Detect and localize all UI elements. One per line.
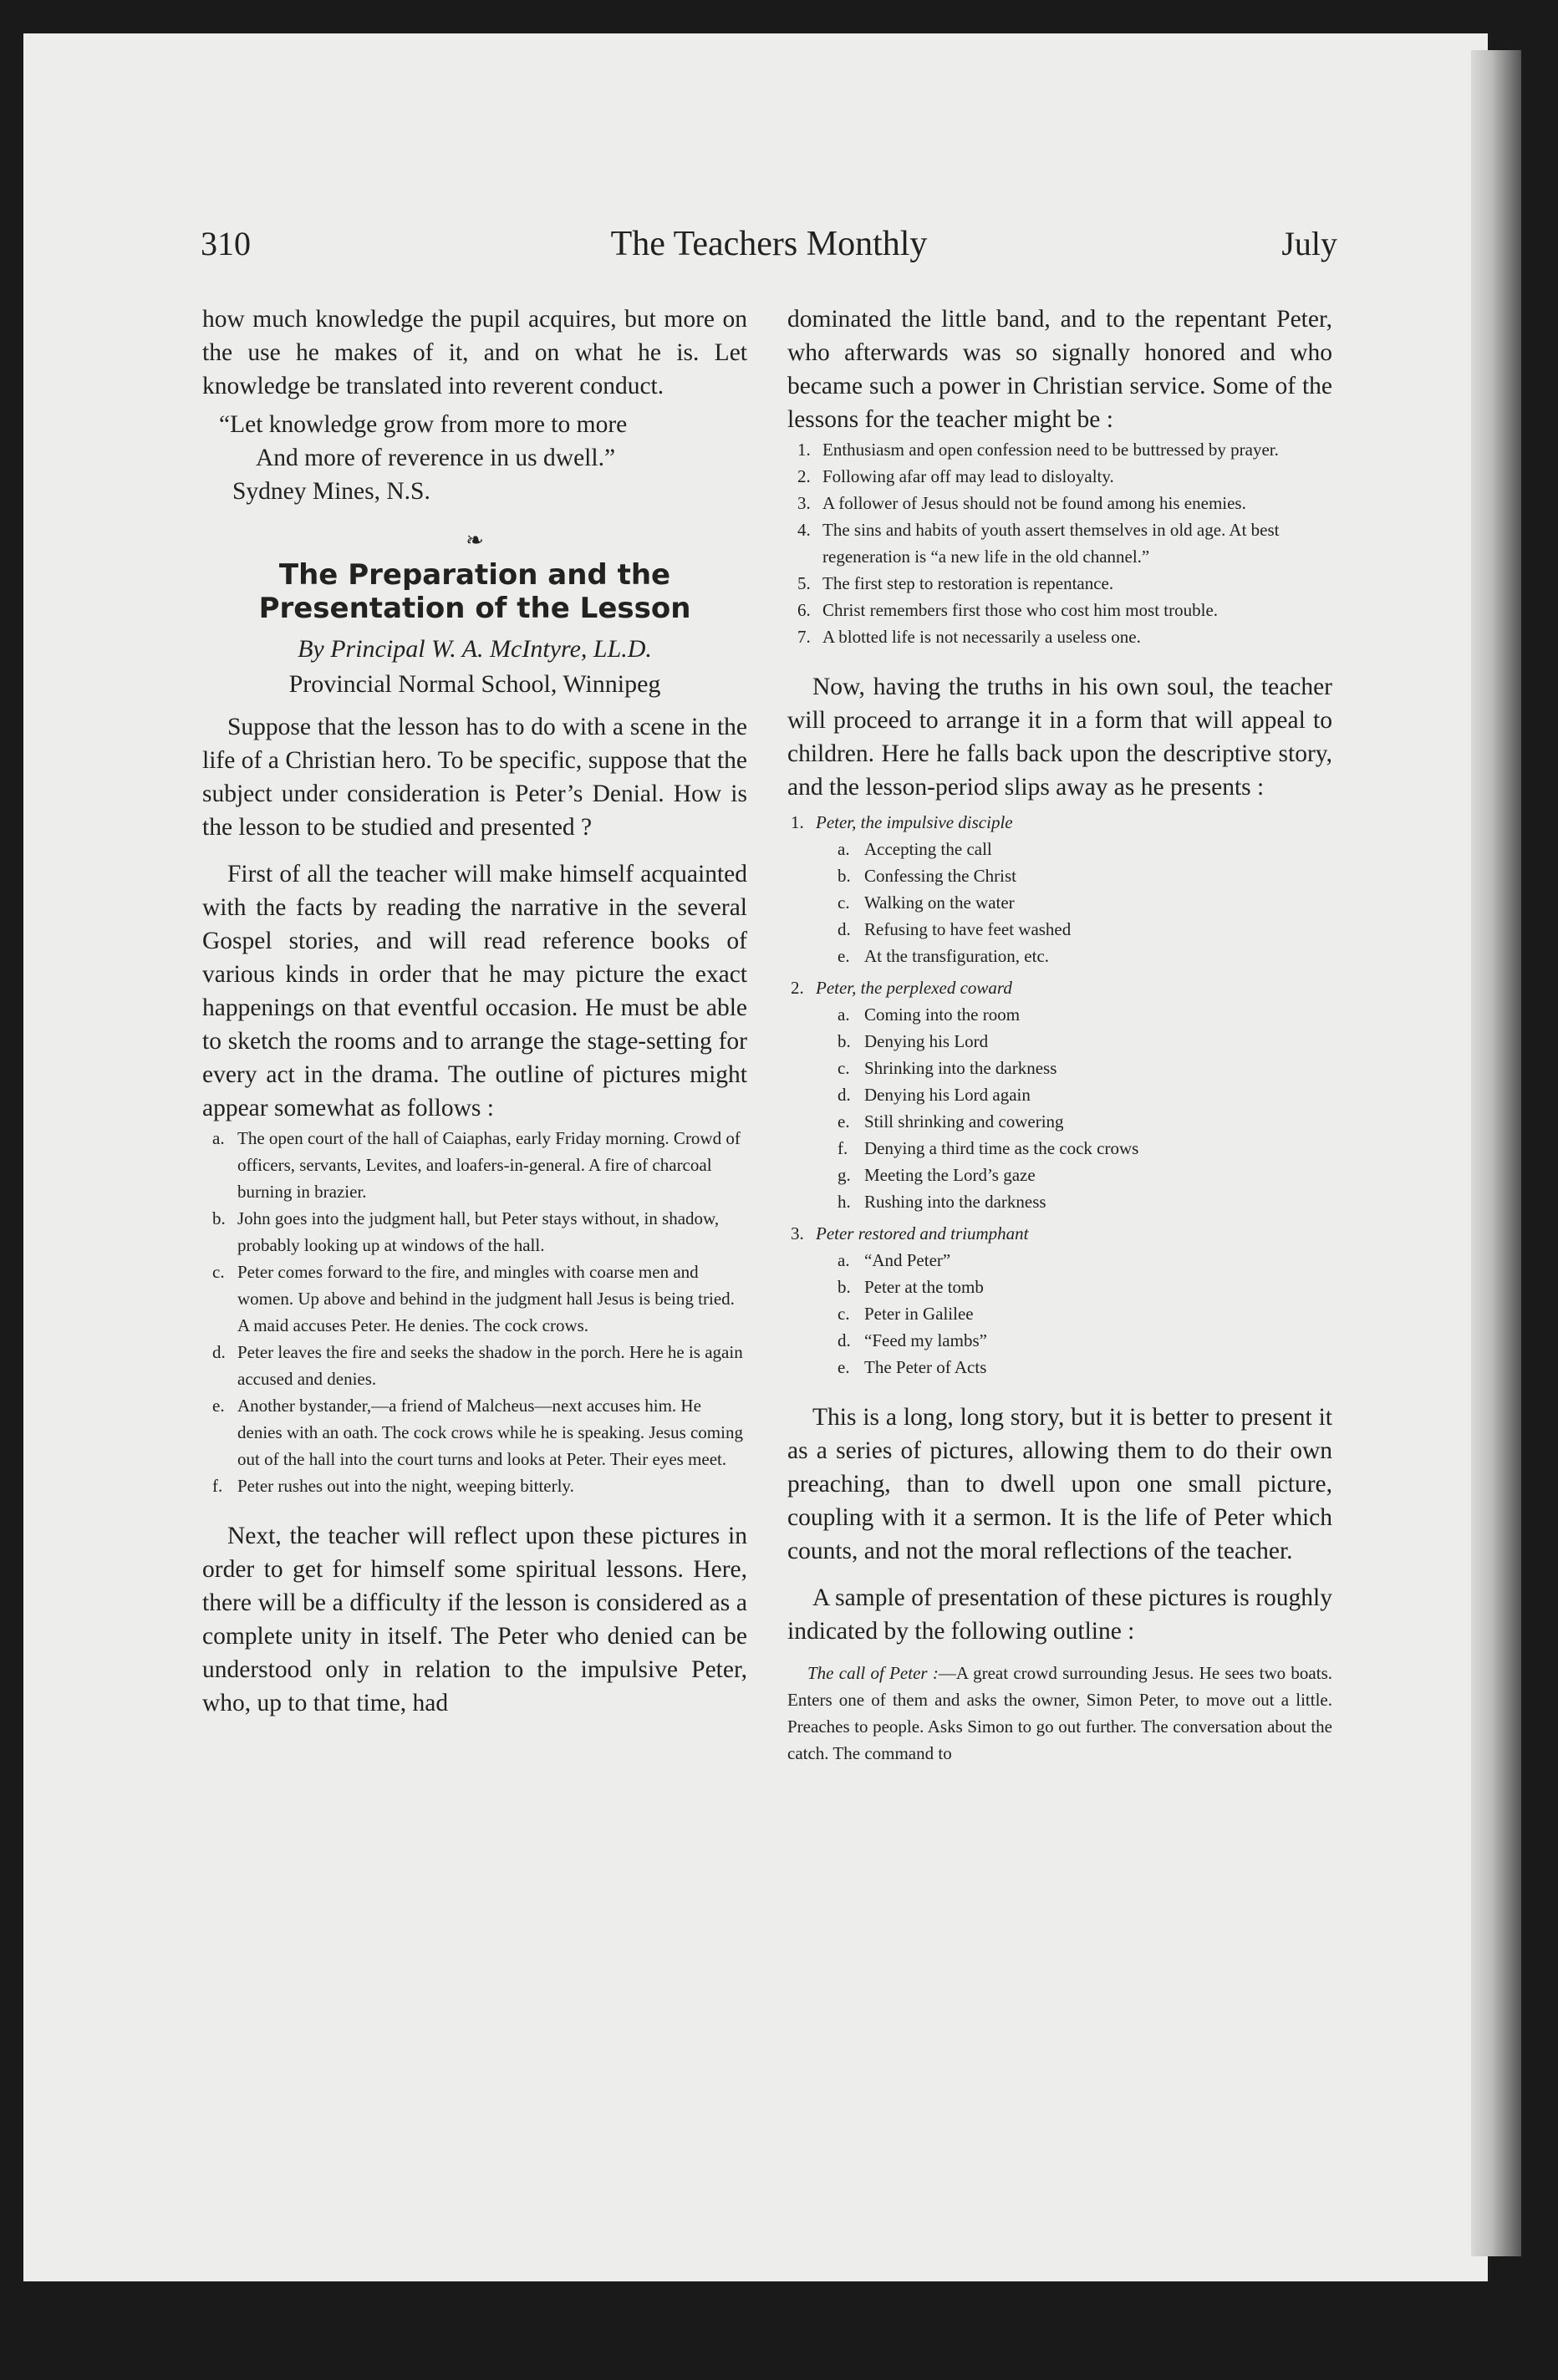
sample-text: —A great crowd surrounding Jesus. He sees two boats. Enters one of them and asks the owner, Simon Peter, to move out a little. Preaches to people. Asks Simon to go out further. The conversation about the catch. The command to: [787, 1663, 1333, 1763]
running-title: The Teachers Monthly: [610, 225, 928, 263]
byline: By Principal W. A. McIntyre, LL.D.: [298, 635, 652, 663]
body-paragraph: First of all the teacher will make himself acquainted with the facts by reading the narrative in the several Gospel stories, and will read reference books of various kinds in order that he may picture the exact happenings on that eventful occasion. He must be able to sketch the rooms and to arrange the stage-setting for every act in the drama. The outline of pictures might appear somewhat as follows :: [202, 861, 747, 1121]
outline-section: [787, 809, 1332, 969]
body-paragraph: Now, having the truths in his own soul, the teacher will proceed to arrange it in a form that will appeal to children. Here he falls back upon the descriptive story, and the lesson-period slips away as he presents :: [787, 674, 1332, 801]
list-item: c. Peter comes forward to the fire, and mingles with coarse men and women. Up above and behind in the judgment hall Jesus is being tried. A maid accuses Peter. He denies. The cock crows.: [212, 1262, 735, 1335]
page-number: 310: [201, 225, 251, 262]
outline-item: c. Walking on the water: [838, 892, 1015, 913]
outline-item: d. Denying his Lord again: [838, 1085, 1031, 1105]
author-affiliation: Provincial Normal School, Winnipeg: [288, 670, 661, 698]
outline-item: h. Rushing into the darkness: [838, 1192, 1046, 1212]
body-paragraph: Suppose that the lesson has to do with a scene in the life of a Christian hero. To be specific, suppose that the subject under consideration is Peter’s Denial. How is the lesson to be studied and presented ?: [202, 714, 747, 841]
list-item: f. Peter rushes out into the night, weeping bitterly.: [212, 1476, 574, 1496]
outline-item: a. “And Peter”: [838, 1250, 951, 1270]
body-paragraph: This is a long, long story, but it is better to present it as a series of pictures, allowing them to do their own preaching, than to dwell upon one small picture, coupling with it a sermon. It is the life of Peter which counts, and not the moral reflections of the teacher.: [787, 1404, 1332, 1564]
right-column: [787, 303, 1332, 1767]
sample-lead: The call of Peter :: [807, 1663, 939, 1683]
verse-line: “Let knowledge grow from more to more: [219, 411, 628, 438]
outline-section: [787, 1220, 1332, 1381]
verse-quote: [202, 408, 747, 475]
list-item: 2. Following afar off may lead to disloyalty.: [797, 466, 1114, 486]
outline-item: b. Denying his Lord: [838, 1031, 989, 1051]
continued-paragraph: how much knowledge the pupil acquires, but more on the use he makes of it, and on what he is. Let knowledge be translated into reverent conduct.: [202, 306, 747, 399]
list-item: 3. A follower of Jesus should not be found among his enemies.: [797, 493, 1246, 513]
signoff: Sydney Mines, N.S.: [232, 478, 430, 505]
book-spine-edge: [1471, 50, 1521, 2256]
list-item: 5. The first step to restoration is repentance.: [797, 573, 1114, 593]
list-item: e. Another bystander,—a friend of Malcheus—next accuses him. He denies with an oath. The cock crows while he is speaking. Jesus coming out of the hall into the court turns and looks at Peter. Their eyes meet.: [212, 1396, 743, 1469]
outline-item: g. Meeting the Lord’s gaze: [838, 1165, 1036, 1185]
outline-item: c. Shrinking into the darkness: [838, 1058, 1057, 1078]
pictures-list: [202, 1125, 747, 1499]
lessons-list: [787, 436, 1332, 650]
outline-item: e. The Peter of Acts: [838, 1357, 987, 1377]
running-header: [201, 224, 1337, 282]
ornament-icon: ❧: [466, 528, 484, 552]
list-item: 1. Enthusiasm and open confession need to be buttressed by prayer.: [797, 440, 1279, 460]
list-item: b. John goes into the judgment hall, but Peter stays without, in shadow, probably looking up at windows of the hall.: [212, 1208, 720, 1255]
outline-item: a. Coming into the room: [838, 1004, 1021, 1025]
list-item: a. The open court of the hall of Caiaphas, early Friday morning. Crowd of officers, servants, Levites, and loafers-in-general. A fire of charcoal burning in brazier.: [212, 1128, 741, 1202]
outline-item: d. Refusing to have feet washed: [838, 919, 1072, 939]
outline-section: [787, 974, 1332, 1215]
article-title: The Preparation and the Presentation of the Lesson: [258, 558, 691, 625]
outline-heading: 1. Peter, the impulsive disciple: [791, 812, 1013, 832]
outline-item: f. Denying a third time as the cock crows: [838, 1138, 1139, 1158]
left-column: [202, 303, 747, 1720]
list-item: 6. Christ remembers first those who cost him most trouble.: [797, 600, 1219, 620]
outline-heading: 2. Peter, the perplexed coward: [791, 978, 1012, 998]
body-paragraph: A sample of presentation of these pictures is roughly indicated by the following outline :: [787, 1584, 1332, 1645]
outline-item: a. Accepting the call: [838, 839, 992, 859]
list-item: d. Peter leaves the fire and seeks the shadow in the porch. Here he is again accused and denies.: [212, 1342, 743, 1389]
issue-month: July: [1281, 225, 1337, 262]
outline-item: d. “Feed my lambs”: [838, 1330, 987, 1350]
list-item: 7. A blotted life is not necessarily a useless one.: [797, 627, 1141, 647]
list-item: 4. The sins and habits of youth assert themselves in old age. At best regeneration is “a new life in the old channel.”: [797, 520, 1280, 567]
outline-item: e. At the transfiguration, etc.: [838, 946, 1050, 966]
outline-item: b. Confessing the Christ: [838, 866, 1016, 886]
sample-presentation: [787, 1660, 1332, 1767]
outline-item: e. Still shrinking and cowering: [838, 1111, 1064, 1132]
outline-item: c. Peter in Galilee: [838, 1304, 974, 1324]
verse-line: And more of reverence in us dwell.”: [256, 445, 616, 471]
outline-heading: 3. Peter restored and triumphant: [791, 1223, 1029, 1243]
body-paragraph: Next, the teacher will reflect upon these pictures in order to get for himself some spiritual lessons. Here, there will be a difficulty if the lesson is considered as a complete unity in itself. The Peter who denied can be understood only in relation to the impulsive Peter, who, up to that time, had: [202, 1523, 747, 1716]
outline-item: b. Peter at the tomb: [838, 1277, 984, 1297]
continued-paragraph: dominated the little band, and to the repentant Peter, who afterwards was so signally honored and who became such a power in Christian service. Some of the lessons for the teacher might be :: [787, 306, 1332, 433]
